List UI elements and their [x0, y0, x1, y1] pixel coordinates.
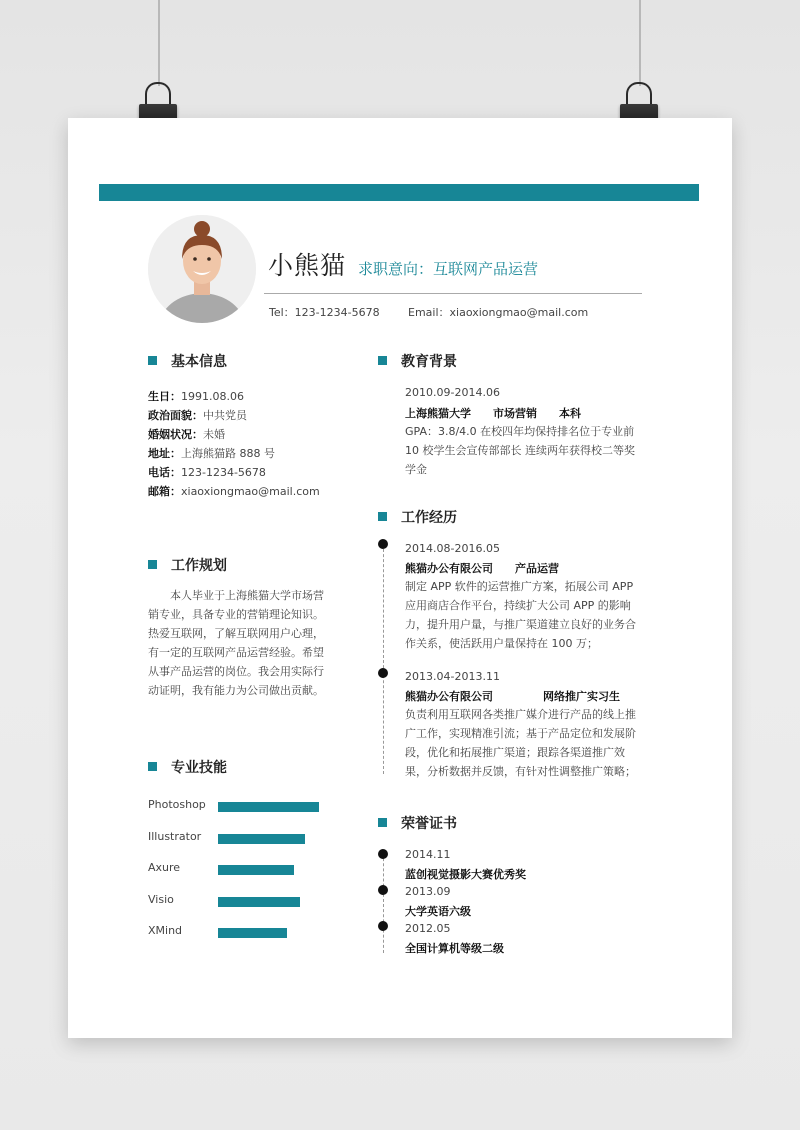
- timeline-dot: [378, 885, 388, 895]
- candidate-name: 小熊猫: [268, 251, 347, 280]
- section-work-experience: 工作经历: [378, 507, 457, 527]
- work-period: 2014.08-2016.05: [405, 542, 500, 555]
- section-marker-icon: [148, 356, 157, 365]
- honor-title: 蓝创视觉摄影大赛优秀奖: [405, 868, 526, 881]
- honor-date: 2014.11: [405, 848, 451, 861]
- section-marker-icon: [148, 560, 157, 569]
- contact-phone: Tel：123-1234-5678: [269, 306, 380, 319]
- section-basic-info: 基本信息: [148, 351, 227, 371]
- education-period: 2010.09-2014.06: [405, 386, 500, 399]
- profile-photo: [148, 215, 256, 323]
- work-description: 负责利用互联网各类推广媒介进行产品的线上推广工作，实现精准引流；基于产品定位和发展阶段，优化和拓展推广渠道；跟踪各渠道推广效果，分析数据并反馈，有针对性调整推广策略；: [405, 708, 636, 778]
- timeline-dot: [378, 539, 388, 549]
- section-work-plan: 工作规划: [148, 555, 227, 575]
- section-honors: 荣誉证书: [378, 813, 457, 833]
- basic-row-marital: 婚姻状况：未婚: [148, 428, 225, 441]
- section-education: 教育背景: [378, 351, 457, 371]
- work-company-row: [405, 688, 620, 704]
- work-company: 熊猫办公有限公司: [405, 562, 493, 575]
- resume-sheet: [68, 118, 732, 1038]
- basic-row-politics: 政治面貌：中共党员: [148, 409, 247, 422]
- education-degree: 本科: [559, 407, 581, 420]
- basic-row-birthday: 生日：1991.08.06: [148, 390, 244, 403]
- skill-label: Visio: [148, 892, 174, 906]
- section-marker-icon: [378, 818, 387, 827]
- education-school-row: [405, 405, 581, 421]
- job-intent: 求职意向：互联网产品运营: [358, 260, 539, 278]
- honor-timeline-line: [383, 853, 384, 953]
- skill-level-bar: [218, 834, 305, 844]
- timeline-dot: [378, 668, 388, 678]
- work-role: 产品运营: [515, 562, 559, 575]
- skill-label: Photoshop: [148, 798, 206, 811]
- basic-row-address: 地址：上海熊猫路 888 号: [148, 447, 275, 460]
- timeline-dot: [378, 849, 388, 859]
- skill-level-bar: [218, 865, 294, 875]
- hanging-string-right: [639, 0, 641, 86]
- work-description: 制定 APP 软件的运营推广方案，拓展公司 APP 应用商店合作平台，持续扩大公司 APP 的影响力，提升用户量，与推广渠道建立良好的业务合作关系，使活跃用户量保持在 100 万；: [405, 580, 636, 650]
- work-plan-text: 本人毕业于上海熊猫大学市场营销专业，具备专业的营销理论知识。热爱互联网，了解互联网用户心理，有一定的互联网产品运营经验。希望从事产品运营的岗位。我会用实际行动证明，我有能力为公司做出贡献。: [148, 589, 324, 697]
- hanging-string-left: [158, 0, 160, 86]
- section-marker-icon: [378, 356, 387, 365]
- skill-label: Illustrator: [148, 829, 202, 843]
- work-company-row: [405, 560, 559, 576]
- skill-level-bar: [218, 897, 300, 907]
- honor-title: 全国计算机等级二级: [405, 942, 504, 955]
- honor-date: 2013.09: [405, 885, 451, 898]
- skill-level-bar: [218, 802, 319, 812]
- skill-label: XMind: [148, 924, 183, 937]
- honor-title: 大学英语六级: [405, 905, 471, 918]
- header-accent-bar: [99, 184, 699, 201]
- work-role: 网络推广实习生: [543, 690, 620, 703]
- section-marker-icon: [148, 762, 157, 771]
- skill-label: Axure: [148, 861, 181, 874]
- timeline-dot: [378, 921, 388, 931]
- work-period: 2013.04-2013.11: [405, 670, 500, 683]
- skill-level-bar: [218, 928, 287, 938]
- education-detail: GPA：3.8/4.0 在校四年均保持排名位于专业前 10 校学生会宣传部部长 连续两年获得校二等奖学金: [405, 425, 635, 476]
- contact-email: Email：xiaoxiongmao@mail.com: [408, 306, 589, 319]
- section-marker-icon: [378, 512, 387, 521]
- name-divider: [264, 293, 642, 294]
- honor-date: 2012.05: [405, 922, 451, 935]
- work-timeline-line: [383, 544, 384, 774]
- basic-row-phone: 电话：123-1234-5678: [148, 466, 266, 479]
- education-school: 上海熊猫大学: [405, 407, 471, 420]
- basic-row-email: 邮箱：xiaoxiongmao@mail.com: [148, 485, 320, 498]
- work-company: 熊猫办公有限公司: [405, 690, 493, 703]
- education-major: 市场营销: [493, 407, 537, 420]
- section-skills: 专业技能: [148, 757, 227, 777]
